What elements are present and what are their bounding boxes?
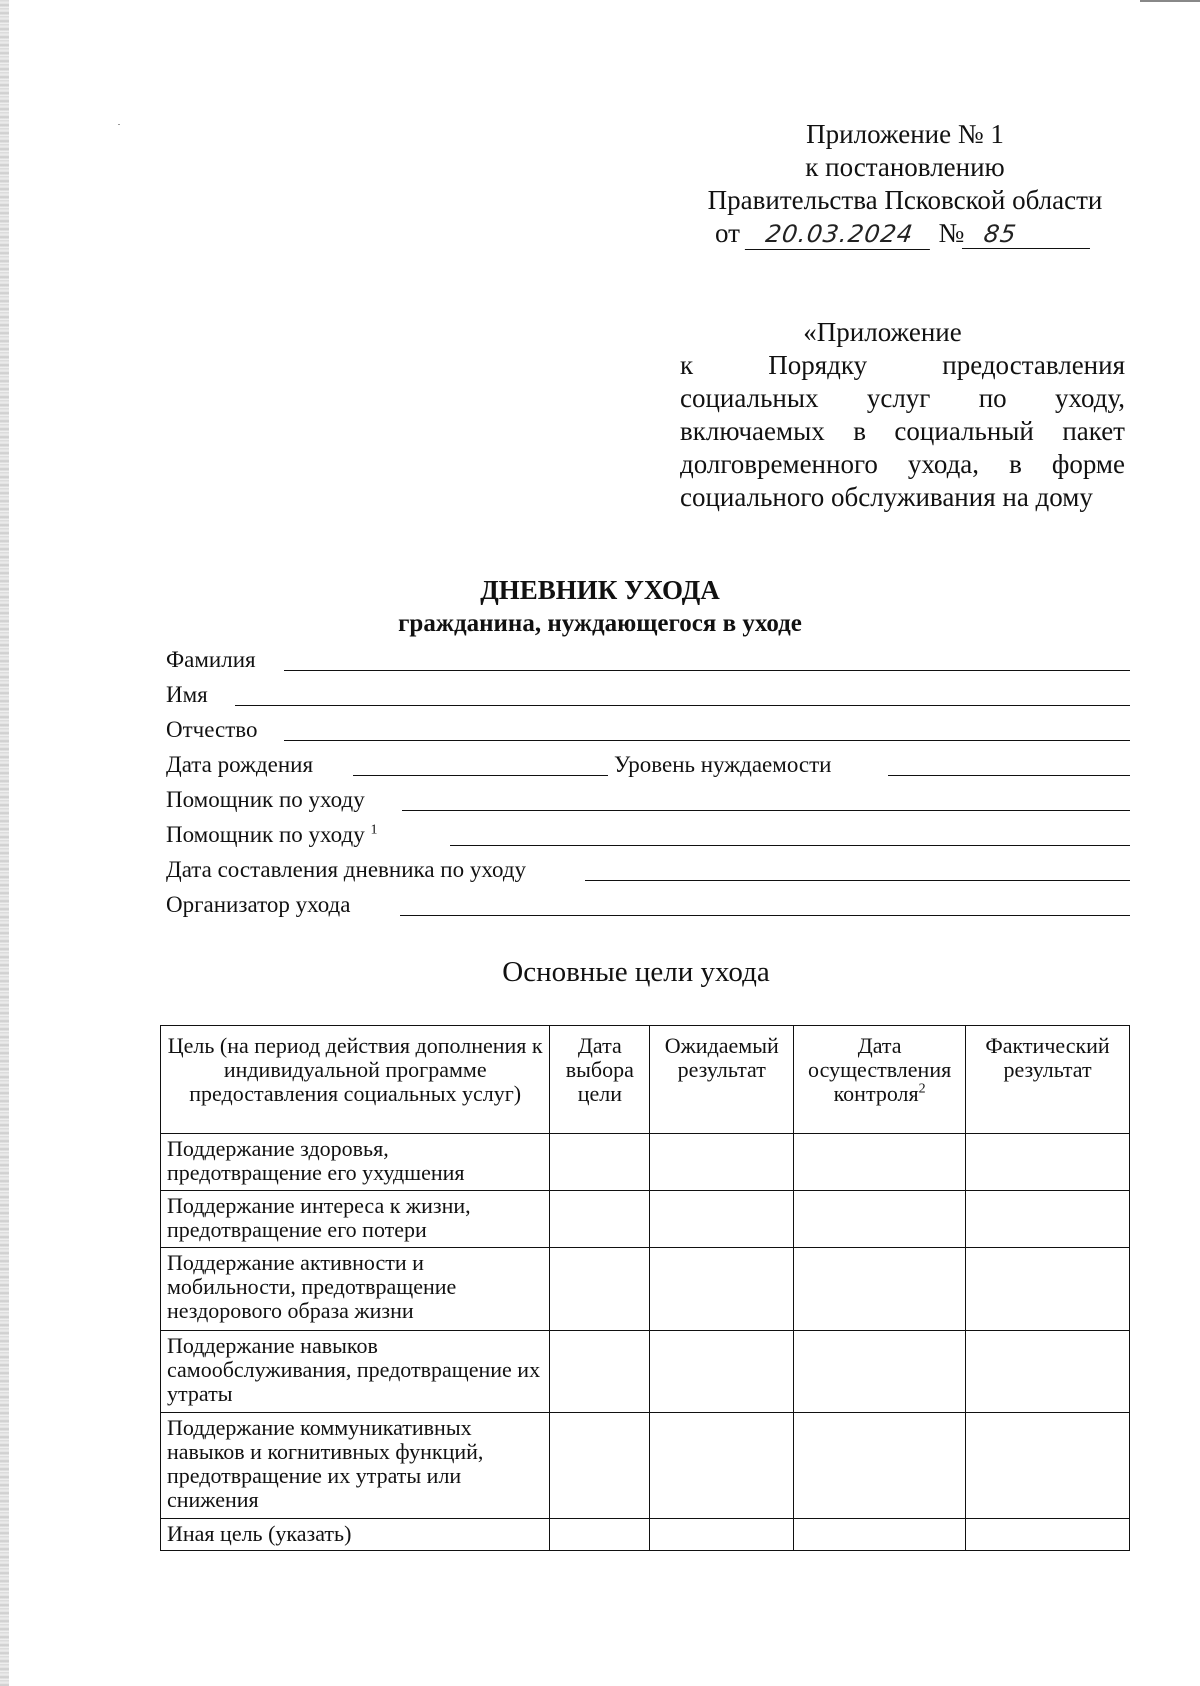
annex-first-line: «Приложение bbox=[803, 317, 962, 347]
field-diary-date-line[interactable] bbox=[585, 880, 1130, 881]
table-cell[interactable] bbox=[966, 1191, 1130, 1248]
table-cell[interactable] bbox=[794, 1331, 966, 1413]
table-cell[interactable] bbox=[794, 1191, 966, 1248]
approval-line-1: Приложение № 1 bbox=[806, 119, 1004, 149]
goal-cell: Поддержание здоровья, предотвращение его ухудшения bbox=[161, 1134, 550, 1191]
field-patronymic-label: Отчество bbox=[166, 717, 258, 742]
field-assistant bbox=[166, 785, 1130, 815]
header-expected-result: Ожидаемый результат bbox=[650, 1026, 794, 1134]
table-cell[interactable] bbox=[966, 1413, 1130, 1519]
field-surname bbox=[166, 645, 1130, 675]
field-assistant-line[interactable] bbox=[402, 810, 1130, 811]
document-subtitle: гражданина, нуждающегося в уходе bbox=[398, 610, 802, 637]
field-assistant-2-label bbox=[166, 820, 377, 850]
table-header-row bbox=[161, 1026, 1130, 1134]
annex-block bbox=[680, 316, 1125, 514]
handwritten-date: 20.03.2024 bbox=[745, 219, 934, 250]
goals-table bbox=[160, 1025, 1130, 1551]
field-birth-date-line[interactable] bbox=[353, 775, 608, 776]
scan-speck bbox=[118, 124, 120, 125]
table-cell[interactable] bbox=[794, 1413, 966, 1519]
table-row bbox=[161, 1134, 1130, 1191]
field-patronymic bbox=[166, 715, 1130, 745]
goal-cell: Поддержание активности и мобильности, предотвращение нездорового образа жизни bbox=[161, 1248, 550, 1331]
header-goal: Цель (на период действия дополнения к индивидуальной программе предоставления социальных услуг) bbox=[161, 1026, 550, 1134]
footnote-2-marker: 2 bbox=[918, 1081, 926, 1097]
number-sign: № bbox=[938, 218, 965, 248]
field-organizer-line[interactable] bbox=[400, 915, 1130, 916]
date-prefix: от bbox=[715, 218, 740, 248]
field-name-line[interactable] bbox=[235, 705, 1130, 706]
table-row bbox=[161, 1413, 1130, 1519]
field-assistant-2-line[interactable] bbox=[450, 845, 1130, 846]
table-row bbox=[161, 1248, 1130, 1331]
field-need-level-line[interactable] bbox=[888, 775, 1130, 776]
table-cell[interactable] bbox=[550, 1248, 650, 1331]
table-cell[interactable] bbox=[650, 1413, 794, 1519]
field-assistant-label: Помощник по уходу bbox=[166, 787, 365, 812]
field-birth-date-label: Дата рождения bbox=[166, 752, 314, 777]
table-cell[interactable] bbox=[966, 1248, 1130, 1331]
table-cell[interactable] bbox=[794, 1519, 966, 1551]
table-cell[interactable] bbox=[966, 1134, 1130, 1191]
header-actual-result: Фактический результат bbox=[966, 1026, 1130, 1134]
field-surname-label: Фамилия bbox=[166, 647, 256, 672]
table-cell[interactable] bbox=[550, 1191, 650, 1248]
table-row bbox=[161, 1331, 1130, 1413]
field-need-level-label: Уровень нуждаемости bbox=[614, 752, 832, 777]
field-name bbox=[166, 680, 1130, 710]
table-cell[interactable] bbox=[550, 1413, 650, 1519]
section-title: Основные цели ухода bbox=[502, 956, 770, 988]
field-surname-line[interactable] bbox=[284, 670, 1130, 671]
footnote-1-marker: 1 bbox=[370, 822, 378, 838]
table-cell[interactable] bbox=[550, 1134, 650, 1191]
table-cell[interactable] bbox=[650, 1519, 794, 1551]
table-cell[interactable] bbox=[794, 1248, 966, 1331]
goal-cell: Поддержание навыков самообслуживания, предотвращение их утраты bbox=[161, 1331, 550, 1413]
scan-edge bbox=[0, 0, 9, 1686]
goal-cell: Поддержание интереса к жизни, предотвращение его потери bbox=[161, 1191, 550, 1248]
field-organizer bbox=[166, 890, 1130, 920]
table-cell[interactable] bbox=[550, 1519, 650, 1551]
table-cell[interactable] bbox=[794, 1134, 966, 1191]
approval-line-2: к постановлению bbox=[805, 152, 1005, 182]
field-diary-date bbox=[166, 855, 1130, 885]
field-patronymic-line[interactable] bbox=[284, 740, 1130, 741]
goal-cell: Иная цель (указать) bbox=[161, 1519, 550, 1551]
goal-cell: Поддержание коммуникативных навыков и когнитивных функций, предотвращение их утраты или снижения bbox=[161, 1413, 550, 1519]
scan-edge-top bbox=[1140, 0, 1200, 2]
annex-body: к Порядку предоставления социальных услуг по уходу, включаемых в социальный пакет долговременного ухода, в форме социального обслуживания на дому bbox=[680, 350, 1125, 512]
field-birth-date bbox=[166, 750, 1130, 780]
field-assistant-2-text: Помощник по уходу bbox=[166, 822, 365, 847]
table-row bbox=[161, 1191, 1130, 1248]
approval-line-3: Правительства Псковской области bbox=[707, 185, 1103, 215]
approval-block bbox=[680, 118, 1130, 250]
table-cell[interactable] bbox=[550, 1331, 650, 1413]
table-cell[interactable] bbox=[650, 1331, 794, 1413]
field-assistant-2 bbox=[166, 820, 1130, 850]
header-control-date: Дата осуществления контроля$^2$ bbox=[794, 1026, 966, 1134]
header-selection-date: Дата выбора цели bbox=[550, 1026, 650, 1134]
table-cell[interactable] bbox=[650, 1134, 794, 1191]
approval-date-row bbox=[680, 217, 1130, 250]
table-cell[interactable] bbox=[966, 1331, 1130, 1413]
table-cell[interactable] bbox=[966, 1519, 1130, 1551]
field-diary-date-label: Дата составления дневника по уходу bbox=[166, 857, 527, 882]
handwritten-number: 85 bbox=[962, 219, 1094, 249]
field-organizer-label: Организатор ухода bbox=[166, 892, 351, 917]
table-cell[interactable] bbox=[650, 1248, 794, 1331]
document-title: ДНЕВНИК УХОДА bbox=[480, 575, 720, 605]
table-cell[interactable] bbox=[650, 1191, 794, 1248]
field-name-label: Имя bbox=[166, 682, 208, 707]
table-row bbox=[161, 1519, 1130, 1551]
